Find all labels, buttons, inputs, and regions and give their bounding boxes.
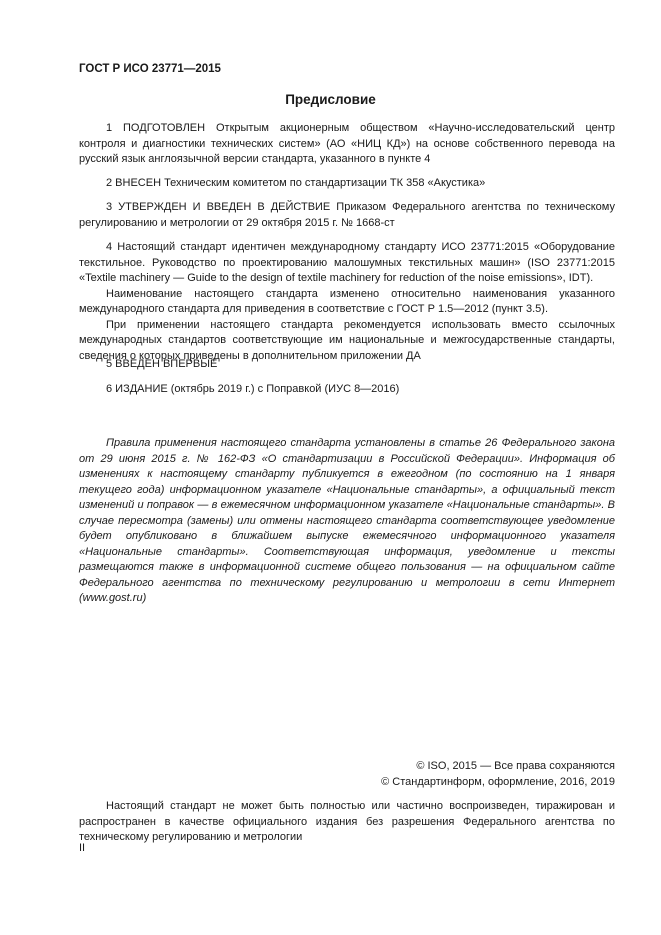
page-title: Предисловие	[285, 92, 376, 107]
foreword-item-1	[79, 121, 615, 168]
foreword-item-3	[79, 200, 615, 231]
foreword-item-5	[79, 357, 615, 373]
page-number: II	[79, 842, 86, 854]
paragraph: Правила применения настоящего стандарта установлены в статье 26 Федерального закона от 29 июня 2015 г. № 162-ФЗ «О стандартизации в Российской Федерации». Информация об изменениях к настоящему стандарту публикуется в ежегодном (по состоянию на 1 января текущего года) информационном указателе «Национальные стандарты», а официальный текст изменений и поправок — в ежемесячном информационном указателе «Национальные стандарты». В случае пересмотра (замены) или отмены настоящего стандарта соответствующее уведомление будет опубликовано в ближайшем выпуске ежемесячного информационного указателя «Национальные стандарты». Соответствующая информация, уведомление и тексты размещаются также в информационной системе общего пользования — на официальном сайте Федерального агентства по техническому регулированию и метрологии в сети Интернет (www.gost.ru)	[79, 437, 615, 604]
paragraph: 4 Настоящий стандарт идентичен международному стандарту ИСО 23771:2015 «Оборудование текстильное. Руководство по проектированию малошумных текстильных машин» (ISO 23771:2015 «Textile machinery — Guide to the design of textile machinery for reduction of the noise emissions», IDT).	[79, 241, 615, 284]
paragraph: Наименование настоящего стандарта изменено относительно наименования указанного международного стандарта для приведения в соответствие с ГОСТ Р 1.5—2012 (пункт 3.5).	[79, 287, 615, 315]
paragraph: 5 ВВЕДЕН ВПЕРВЫЕ	[106, 358, 218, 370]
copyright-block	[381, 758, 615, 790]
paragraph: 1 ПОДГОТОВЛЕН Открытым акционерным обществом «Научно-исследовательский центр контроля и диагностики технических систем» (АО «НИЦ КД») на основе собственного перевода на русский язык англоязычной версии стандарта, указанного в пункте 4	[79, 122, 615, 165]
foreword-item-2	[79, 176, 615, 192]
paragraph: 2 ВНЕСЕН Техническим комитетом по стандартизации ТК 358 «Акустика»	[106, 177, 486, 189]
foreword-item-6	[79, 382, 615, 398]
reproduction-notice	[79, 799, 615, 846]
paragraph: 6 ИЗДАНИЕ (октябрь 2019 г.) с Поправкой (ИУС 8—2016)	[106, 383, 400, 395]
paragraph: При применении настоящего стандарта рекомендуется использовать вместо ссылочных международных стандартов соответствующие им национальные и межгосударственные стандарты, сведения о которых приведены в дополнительном приложении ДА	[79, 318, 615, 362]
application-rules-note	[79, 436, 615, 607]
paragraph: Настоящий стандарт не может быть полностью или частично воспроизведен, тиражирован и распространен в качестве официального издания без разрешения Федерального агентства по техническому регулированию и метрологии	[79, 800, 615, 843]
copyright-standartinform: © Стандартинформ, оформление, 2016, 2019	[381, 776, 615, 788]
paragraph: 3 УТВЕРЖДЕН И ВВЕДЕН В ДЕЙСТВИЕ Приказом Федерального агентства по техническому регулированию и метрологии от 29 октября 2015 г. № 1668-ст	[79, 201, 615, 229]
copyright-iso: © ISO, 2015 — Все права сохраняются	[416, 760, 615, 772]
foreword-item-4	[79, 240, 615, 364]
document-header: ГОСТ Р ИСО 23771—2015	[79, 63, 221, 75]
